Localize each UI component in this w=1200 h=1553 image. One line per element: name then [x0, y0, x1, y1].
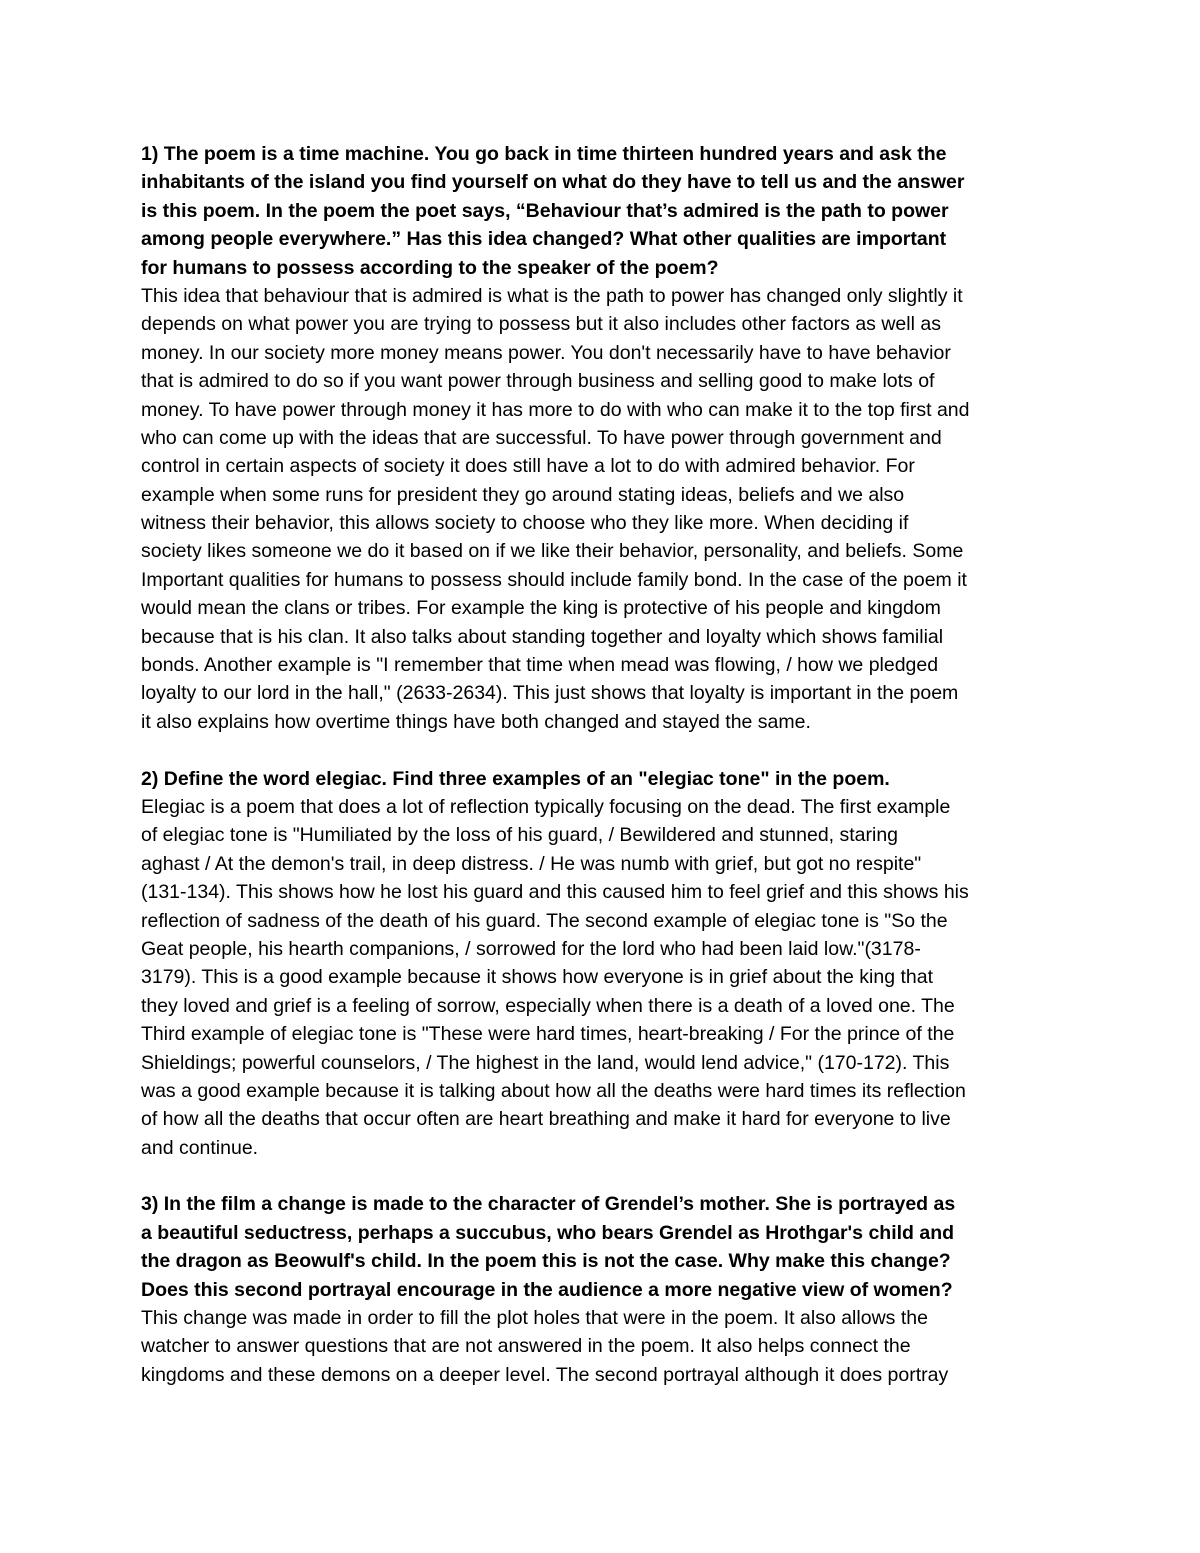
question-3 [141, 1190, 1066, 1304]
question-line: inhabitants of the island you find yourself on what do they have to tell us and the answer [141, 171, 965, 194]
question-line: the dragon as Beowulf's child. In the poem this is not the case. Why make this change? [141, 1250, 951, 1273]
question-line: for humans to possess according to the speaker of the poem? [141, 256, 719, 279]
answer-line: Shieldings; powerful counselors, / The highest in the land, would lend advice," (170-172). This [141, 1051, 950, 1074]
answer-2 [141, 793, 1066, 1162]
section-3 [141, 1190, 1066, 1389]
answer-line: society likes someone we do it based on if we like their behavior, personality, and beliefs. Some [141, 540, 964, 563]
answer-line: money. In our society more money means power. You don't necessarily have to have behavior [141, 341, 951, 364]
answer-line: and continue. [141, 1136, 259, 1159]
question-line: 2) Define the word elegiac. Find three examples of an "elegiac tone" in the poem. [141, 767, 890, 790]
answer-line: aghast / At the demon's trail, in deep distress. / He was numb with grief, but got no respite" [141, 852, 922, 875]
question-line: 3) In the film a change is made to the character of Grendel’s mother. She is portrayed as [141, 1193, 956, 1216]
answer-line: (131-134). This shows how he lost his guard and this caused him to feel grief and this shows his [141, 881, 969, 904]
answer-line: witness their behavior, this allows society to choose who they like more. When deciding if [141, 512, 909, 535]
answer-line: loyalty to our lord in the hall," (2633-2634). This just shows that loyalty is important in the poem [141, 682, 959, 705]
section-2 [141, 765, 1066, 1162]
answer-line: that is admired to do so if you want power through business and selling good to make lots of [141, 370, 935, 393]
answer-line: Geat people, his hearth companions, / sorrowed for the lord who had been laid low."(3178- [141, 937, 921, 960]
document-page [141, 140, 1066, 1389]
answer-line: control in certain aspects of society it does still have a lot to do with admired behavior. For [141, 455, 915, 478]
answer-line: This change was made in order to fill the plot holes that were in the poem. It also allows the [141, 1307, 928, 1330]
answer-1 [141, 282, 1066, 736]
answer-line: example when some runs for president they go around stating ideas, beliefs and we also [141, 483, 905, 506]
paragraph-gap [141, 736, 1066, 764]
answer-line: would mean the clans or tribes. For example the king is protective of his people and kingdom [141, 597, 941, 620]
question-line: is this poem. In the poem the poet says, “Behaviour that’s admired is the path to power [141, 199, 949, 222]
answer-line: kingdoms and these demons on a deeper level. The second portrayal although it does portray [141, 1363, 949, 1386]
answer-line: of how all the deaths that occur often are heart breathing and make it hard for everyone to live [141, 1108, 951, 1131]
answer-line: reflection of sadness of the death of his guard. The second example of elegiac tone is "So the [141, 909, 948, 932]
question-2 [141, 765, 1066, 793]
answer-line: they loved and grief is a feeling of sorrow, especially when there is a death of a loved one. The [141, 994, 955, 1017]
answer-line: because that is his clan. It also talks about standing together and loyalty which shows familial [141, 625, 944, 648]
answer-line: depends on what power you are trying to possess but it also includes other factors as well as [141, 313, 941, 336]
answer-line: of elegiac tone is "Humiliated by the loss of his guard, / Bewildered and stunned, staring [141, 824, 899, 847]
answer-line: money. To have power through money it has more to do with who can make it to the top first and [141, 398, 970, 421]
question-1 [141, 140, 1066, 282]
answer-line: it also explains how overtime things have both changed and stayed the same. [141, 710, 811, 733]
answer-line: Third example of elegiac tone is "These were hard times, heart-breaking / For the prince of the [141, 1023, 955, 1046]
answer-3 [141, 1304, 1066, 1389]
section-1 [141, 140, 1066, 736]
answer-line: Important qualities for humans to possess should include family bond. In the case of the poem it [141, 568, 967, 591]
answer-line: was a good example because it is talking about how all the deaths were hard times its reflection [141, 1079, 966, 1102]
question-line: Does this second portrayal encourage in the audience a more negative view of women? [141, 1278, 953, 1301]
question-line: among people everywhere.” Has this idea changed? What other qualities are important [141, 228, 947, 251]
question-line: a beautiful seductress, perhaps a succubus, who bears Grendel as Hrothgar's child and [141, 1221, 955, 1244]
answer-line: watcher to answer questions that are not answered in the poem. It also helps connect the [141, 1335, 911, 1358]
answer-line: 3179). This is a good example because it shows how everyone is in grief about the king that [141, 966, 934, 989]
answer-line: who can come up with the ideas that are successful. To have power through government and [141, 426, 942, 449]
answer-line: bonds. Another example is "I remember that time when mead was flowing, / how we pledged [141, 654, 939, 677]
answer-line: This idea that behaviour that is admired is what is the path to power has changed only slightly it [141, 284, 963, 307]
paragraph-gap [141, 1162, 1066, 1190]
answer-line: Elegiac is a poem that does a lot of reflection typically focusing on the dead. The first example [141, 795, 951, 818]
question-line: 1) The poem is a time machine. You go back in time thirteen hundred years and ask the [141, 143, 947, 165]
